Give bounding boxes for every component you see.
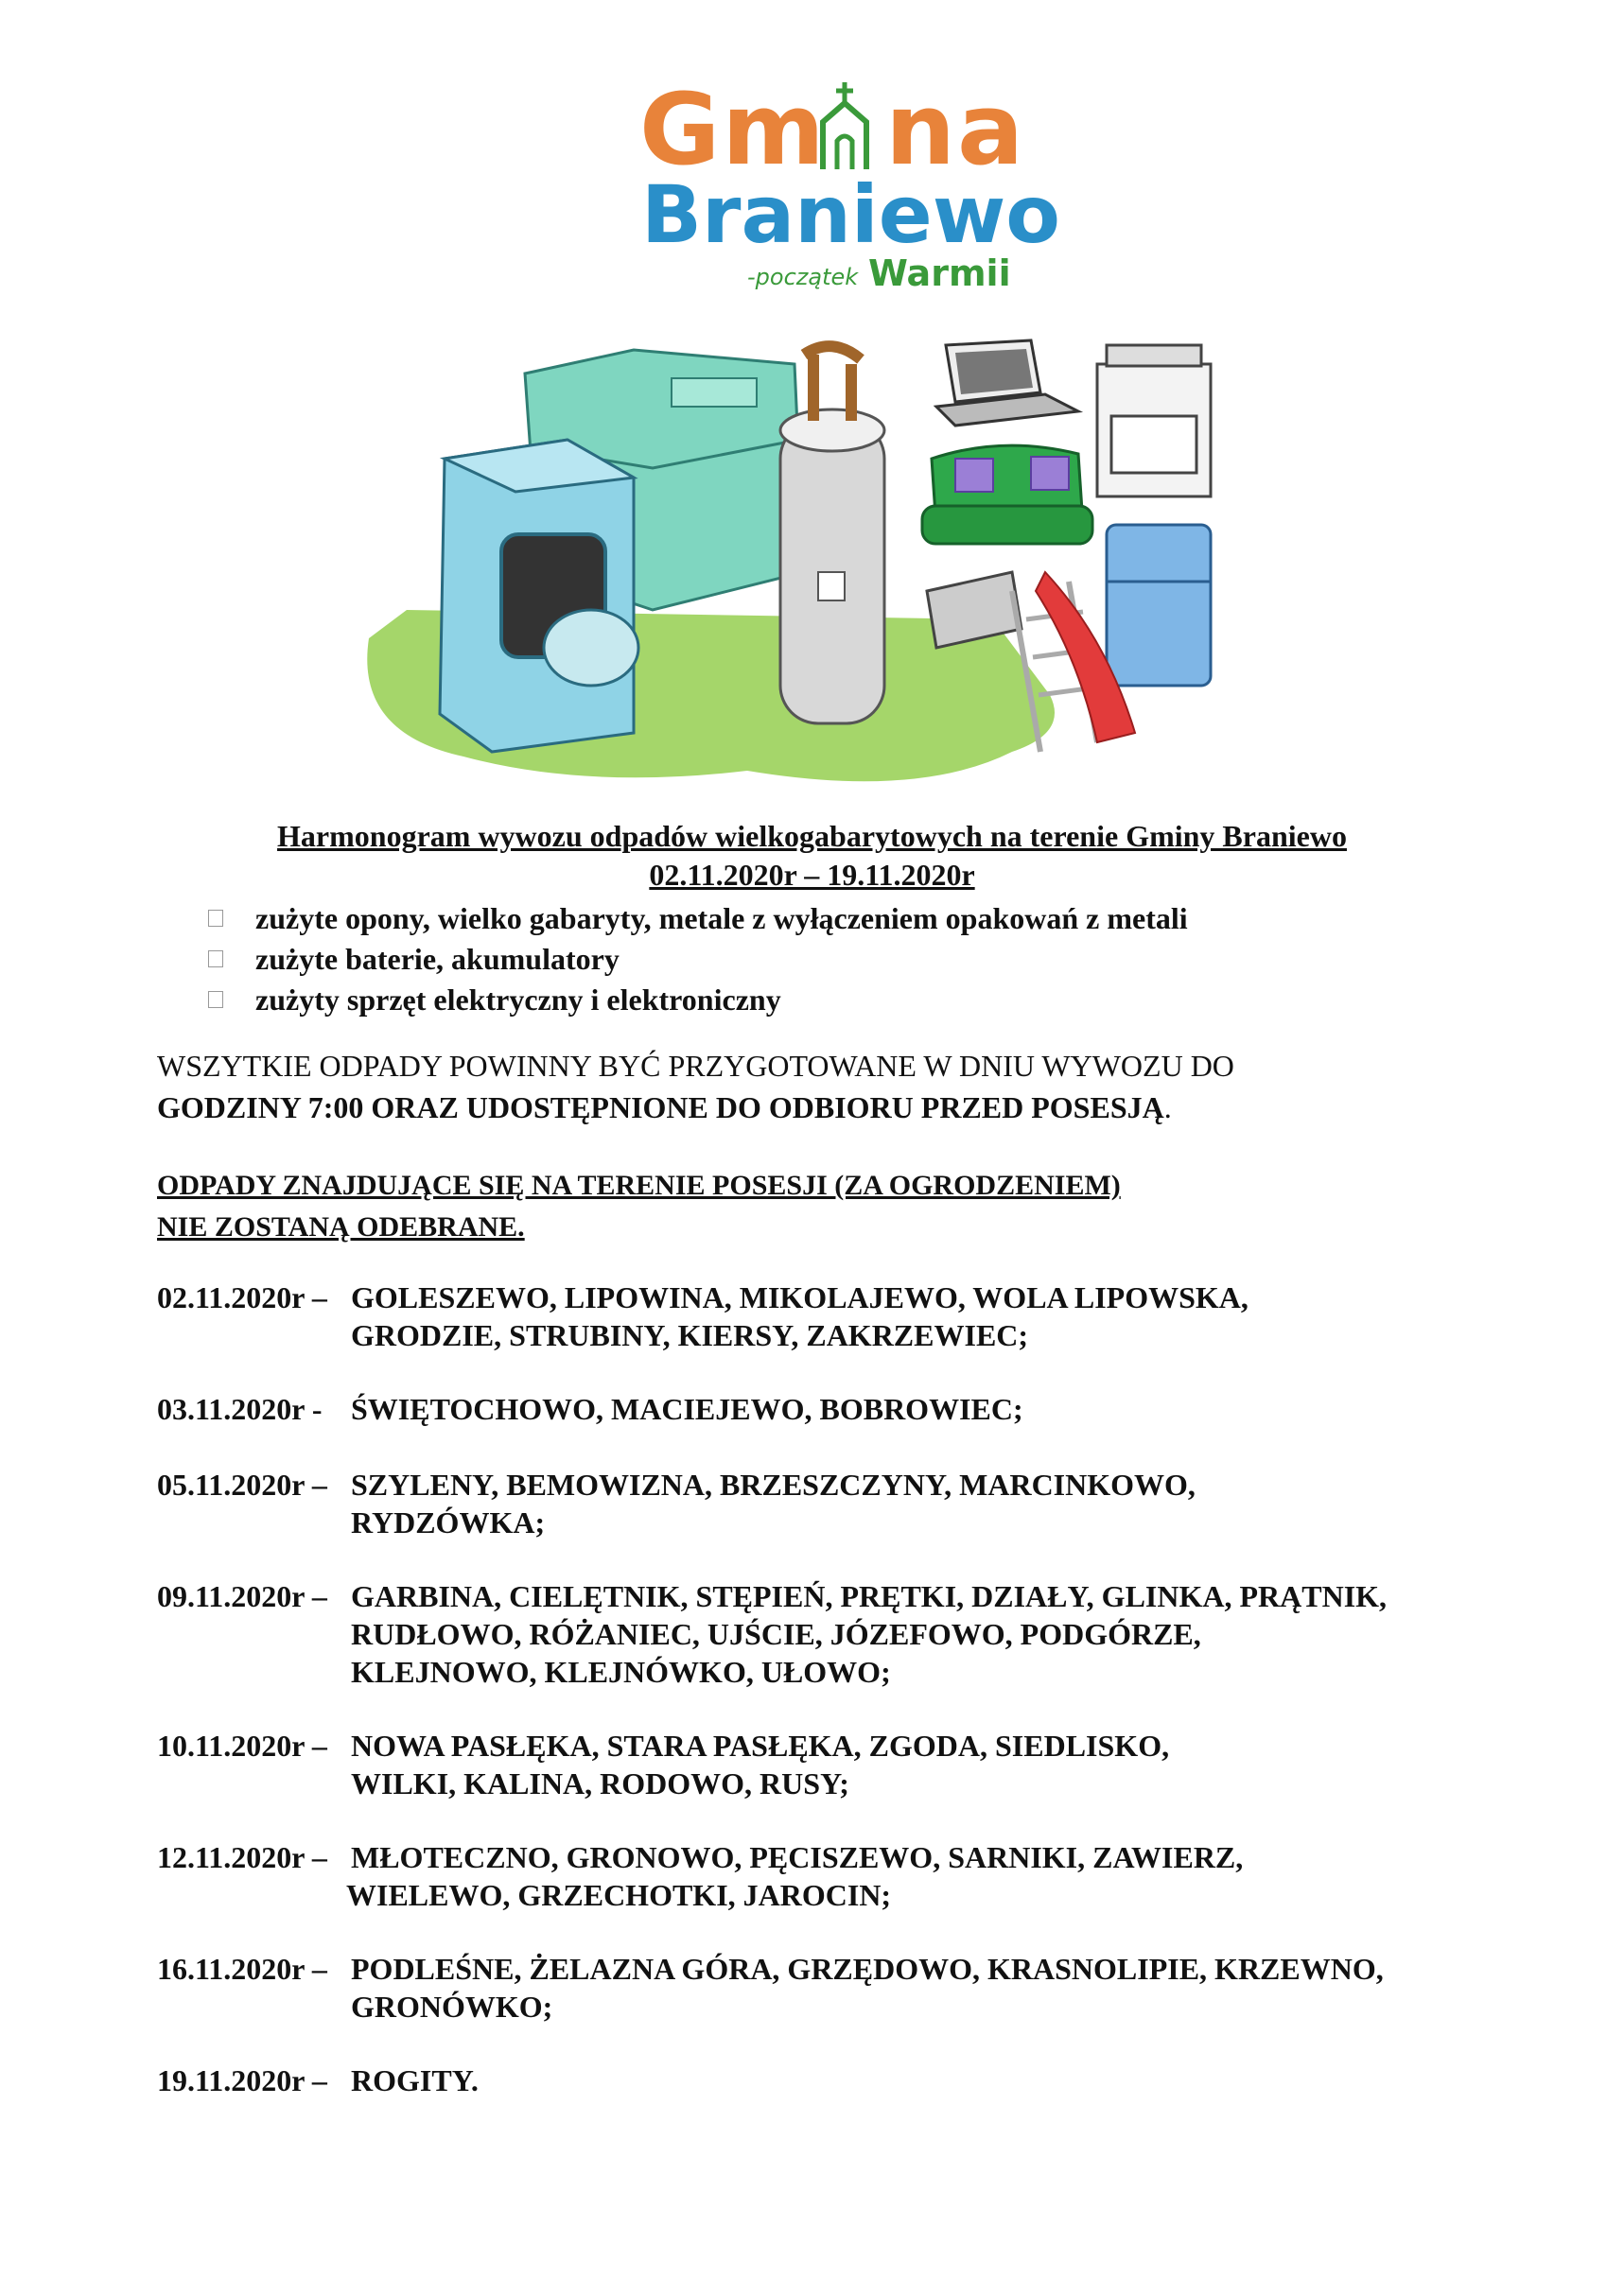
schedule-date: 19.11.2020r – [157,2063,335,2097]
page-title: Harmonogram wywozu odpadów wielkogabarytowych na terenie Gminy Braniewo [277,819,1347,853]
schedule-villages: NOWA PASŁĘKA, STARA PASŁĘKA, ZGODA, SIEDLISKO, [351,1729,1170,1763]
schedule-entry-6 [157,1838,1243,1914]
list-item: zużyty sprzęt elektryczny i elektroniczny [208,980,1188,1020]
schedule-entry-2 [157,1390,1023,1428]
schedule-date: 10.11.2020r – [157,1729,335,1763]
warning-line-2: NIE ZOSTANĄ ODEBRANE. [157,1211,525,1243]
bulky-waste-appliances-illustration [350,336,1249,804]
list-item: zużyte opony, wielko gabaryty, metale z wyłączeniem opakowań z metali [208,898,1188,939]
gmina-braniewo-logo [605,72,1061,298]
notice-period: . [1163,1090,1172,1124]
schedule-date: 16.11.2020r – [157,1952,335,1986]
logo-tag-poczatek: -początek [747,264,859,290]
bullet-box-icon [208,991,223,1008]
schedule-villages: GARBINA, CIELĘTNIK, STĘPIEŃ, PRĘTKI, DZIAŁY, GLINKA, PRĄTNIK, [351,1579,1388,1613]
schedule-villages: RUDŁOWO, RÓŻANIEC, UJŚCIE, JÓZEFOWO, PODGÓRZE, [351,1617,1201,1651]
schedule-entry-4 [157,1577,1387,1691]
logo-word-braniewo: Braniewo [641,168,1061,261]
schedule-villages: KLEJNOWO, KLEJNÓWKO, UŁOWO; [351,1655,891,1689]
date-range: 02.11.2020r – 19.11.2020r [649,858,975,892]
schedule-entry-1 [157,1278,1249,1354]
schedule-villages: MŁOTECZNO, GRONOWO, PĘCISZEWO, SARNIKI, ZAWIERZ, [351,1840,1244,1874]
schedule-date: 09.11.2020r – [157,1579,335,1613]
church-icon [812,82,878,173]
schedule-villages: WIELEWO, GRZECHOTKI, JAROCIN; [346,1878,892,1912]
bullet-box-icon [208,910,223,927]
schedule-villages: SZYLENY, BEMOWIZNA, BRZESZCZYNY, MARCINKOWO, [351,1468,1196,1502]
list-item: zużyte baterie, akumulatory [208,939,1188,980]
schedule-villages: ŚWIĘTOCHOWO, MACIEJEWO, BOBROWIEC; [351,1392,1023,1426]
logo-word-na: na [885,72,1026,187]
schedule-villages: RYDZÓWKA; [351,1505,546,1539]
schedule-date: 12.11.2020r – [157,1840,335,1874]
notice-line-2: GODZINY 7:00 ORAZ UDOSTĘPNIONE DO ODBIORU PRZED POSESJĄ [157,1090,1164,1124]
schedule-date: 03.11.2020r - [157,1392,338,1426]
notice-line-1: WSZYTKIE ODPADY POWINNY BYĆ PRZYGOTOWANE W DNIU WYWOZU DO [157,1049,1234,1083]
logo-tag-warmii: Warmii [868,252,1011,294]
waste-types-list [208,898,1188,1020]
schedule-villages: GRODZIE, STRUBINY, KIERSY, ZAKRZEWIEC; [351,1318,1029,1352]
bullet-box-icon [208,950,223,967]
schedule-villages: GRONÓWKO; [351,1990,553,2024]
preparation-notice [157,1045,1481,1128]
schedule-villages: GOLESZEWO, LIPOWINA, MIKOLAJEWO, WOLA LIPOWSKA, [351,1280,1249,1314]
property-warning [157,1165,1178,1248]
schedule-villages: ROGITY. [351,2063,479,2097]
logo-word-gm: Gm [639,72,827,187]
schedule-villages: WILKI, KALINA, RODOWO, RUSY; [351,1766,849,1800]
schedule-entry-8 [157,2061,479,2099]
schedule-date: 05.11.2020r – [157,1468,335,1502]
warning-line-1: ODPADY ZNAJDUJĄCE SIĘ NA TERENIE POSESJI (ZA OGRODZENIEM) [157,1170,1121,1201]
schedule-entry-7 [157,1950,1384,2026]
schedule-date: 02.11.2020r – [157,1280,335,1314]
schedule-entry-3 [157,1466,1196,1541]
schedule-entry-5 [157,1727,1169,1802]
schedule-villages: PODLEŚNE, ŻELAZNA GÓRA, GRZĘDOWO, KRASNOLIPIE, KRZEWNO, [351,1952,1384,1986]
